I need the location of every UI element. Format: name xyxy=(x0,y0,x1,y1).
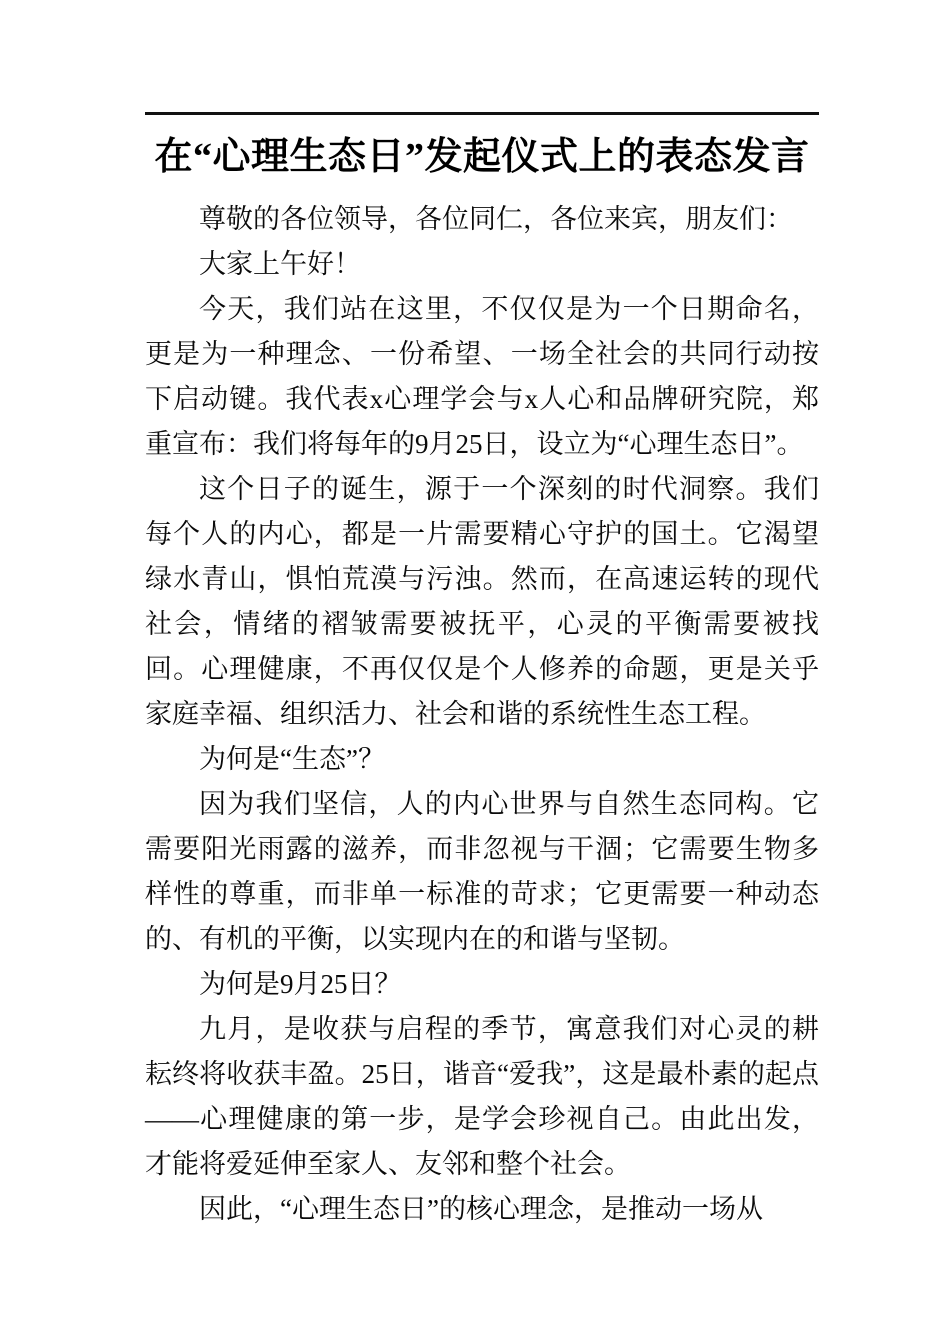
paragraph-date-reason: 九月，是收获与启程的季节，寓意我们对心灵的耕耘终将收获丰盈。25日，谐音“爱我”，这是最朴素的起点——心理健康的第一步，是学会珍视自己。由此出发，才能将爱延伸至家人、友邻和整个社会。 xyxy=(145,1014,819,1179)
paragraph-question-date: 为何是9月25日？ xyxy=(199,969,402,999)
speech-text xyxy=(145,197,819,1232)
paragraph-insight: 这个日子的诞生，源于一个深刻的时代洞察。我们每个人的内心，都是一片需要精心守护的国土。它渴望绿水青山，惧怕荒漠与污浊。然而，在高速运转的现代社会，情绪的褶皱需要被抚平，心灵的平衡需要被找回。心理健康，不再仅仅是个人修养的命题，更是关乎家庭幸福、组织活力、社会和谐的系统性生态工程。 xyxy=(145,474,819,729)
paragraph-question-ecology: 为何是“生态”？ xyxy=(199,744,385,774)
paragraph-announcement: 今天，我们站在这里，不仅仅是为一个日期命名，更是为一种理念、一份希望、一场全社会的共同行动按下启动键。我代表x心理学会与x人心和品牌研究院，郑重宣布：我们将每年的9月25日，设立为“心理生态日”。 xyxy=(145,294,819,459)
title-rule-divider xyxy=(145,112,819,115)
paragraph-greeting: 大家上午好！ xyxy=(199,249,361,279)
page-title: 在“心理生态日”发起仪式上的表态发言 xyxy=(154,136,810,178)
paragraph-core-idea-truncated: 因此，“心理生态日”的核心理念，是推动一场从 xyxy=(199,1194,763,1224)
paragraph-ecology-reason: 因为我们坚信，人的内心世界与自然生态同构。它需要阳光雨露的滋养，而非忽视与干涸；它需要生物多样性的尊重，而非单一标准的苛求；它更需要一种动态的、有机的平衡，以实现内在的和谐与坚韧。 xyxy=(145,789,819,954)
document-body xyxy=(145,112,819,1232)
paragraph-salutation: 尊敬的各位领导，各位同仁，各位来宾，朋友们： xyxy=(199,204,793,234)
